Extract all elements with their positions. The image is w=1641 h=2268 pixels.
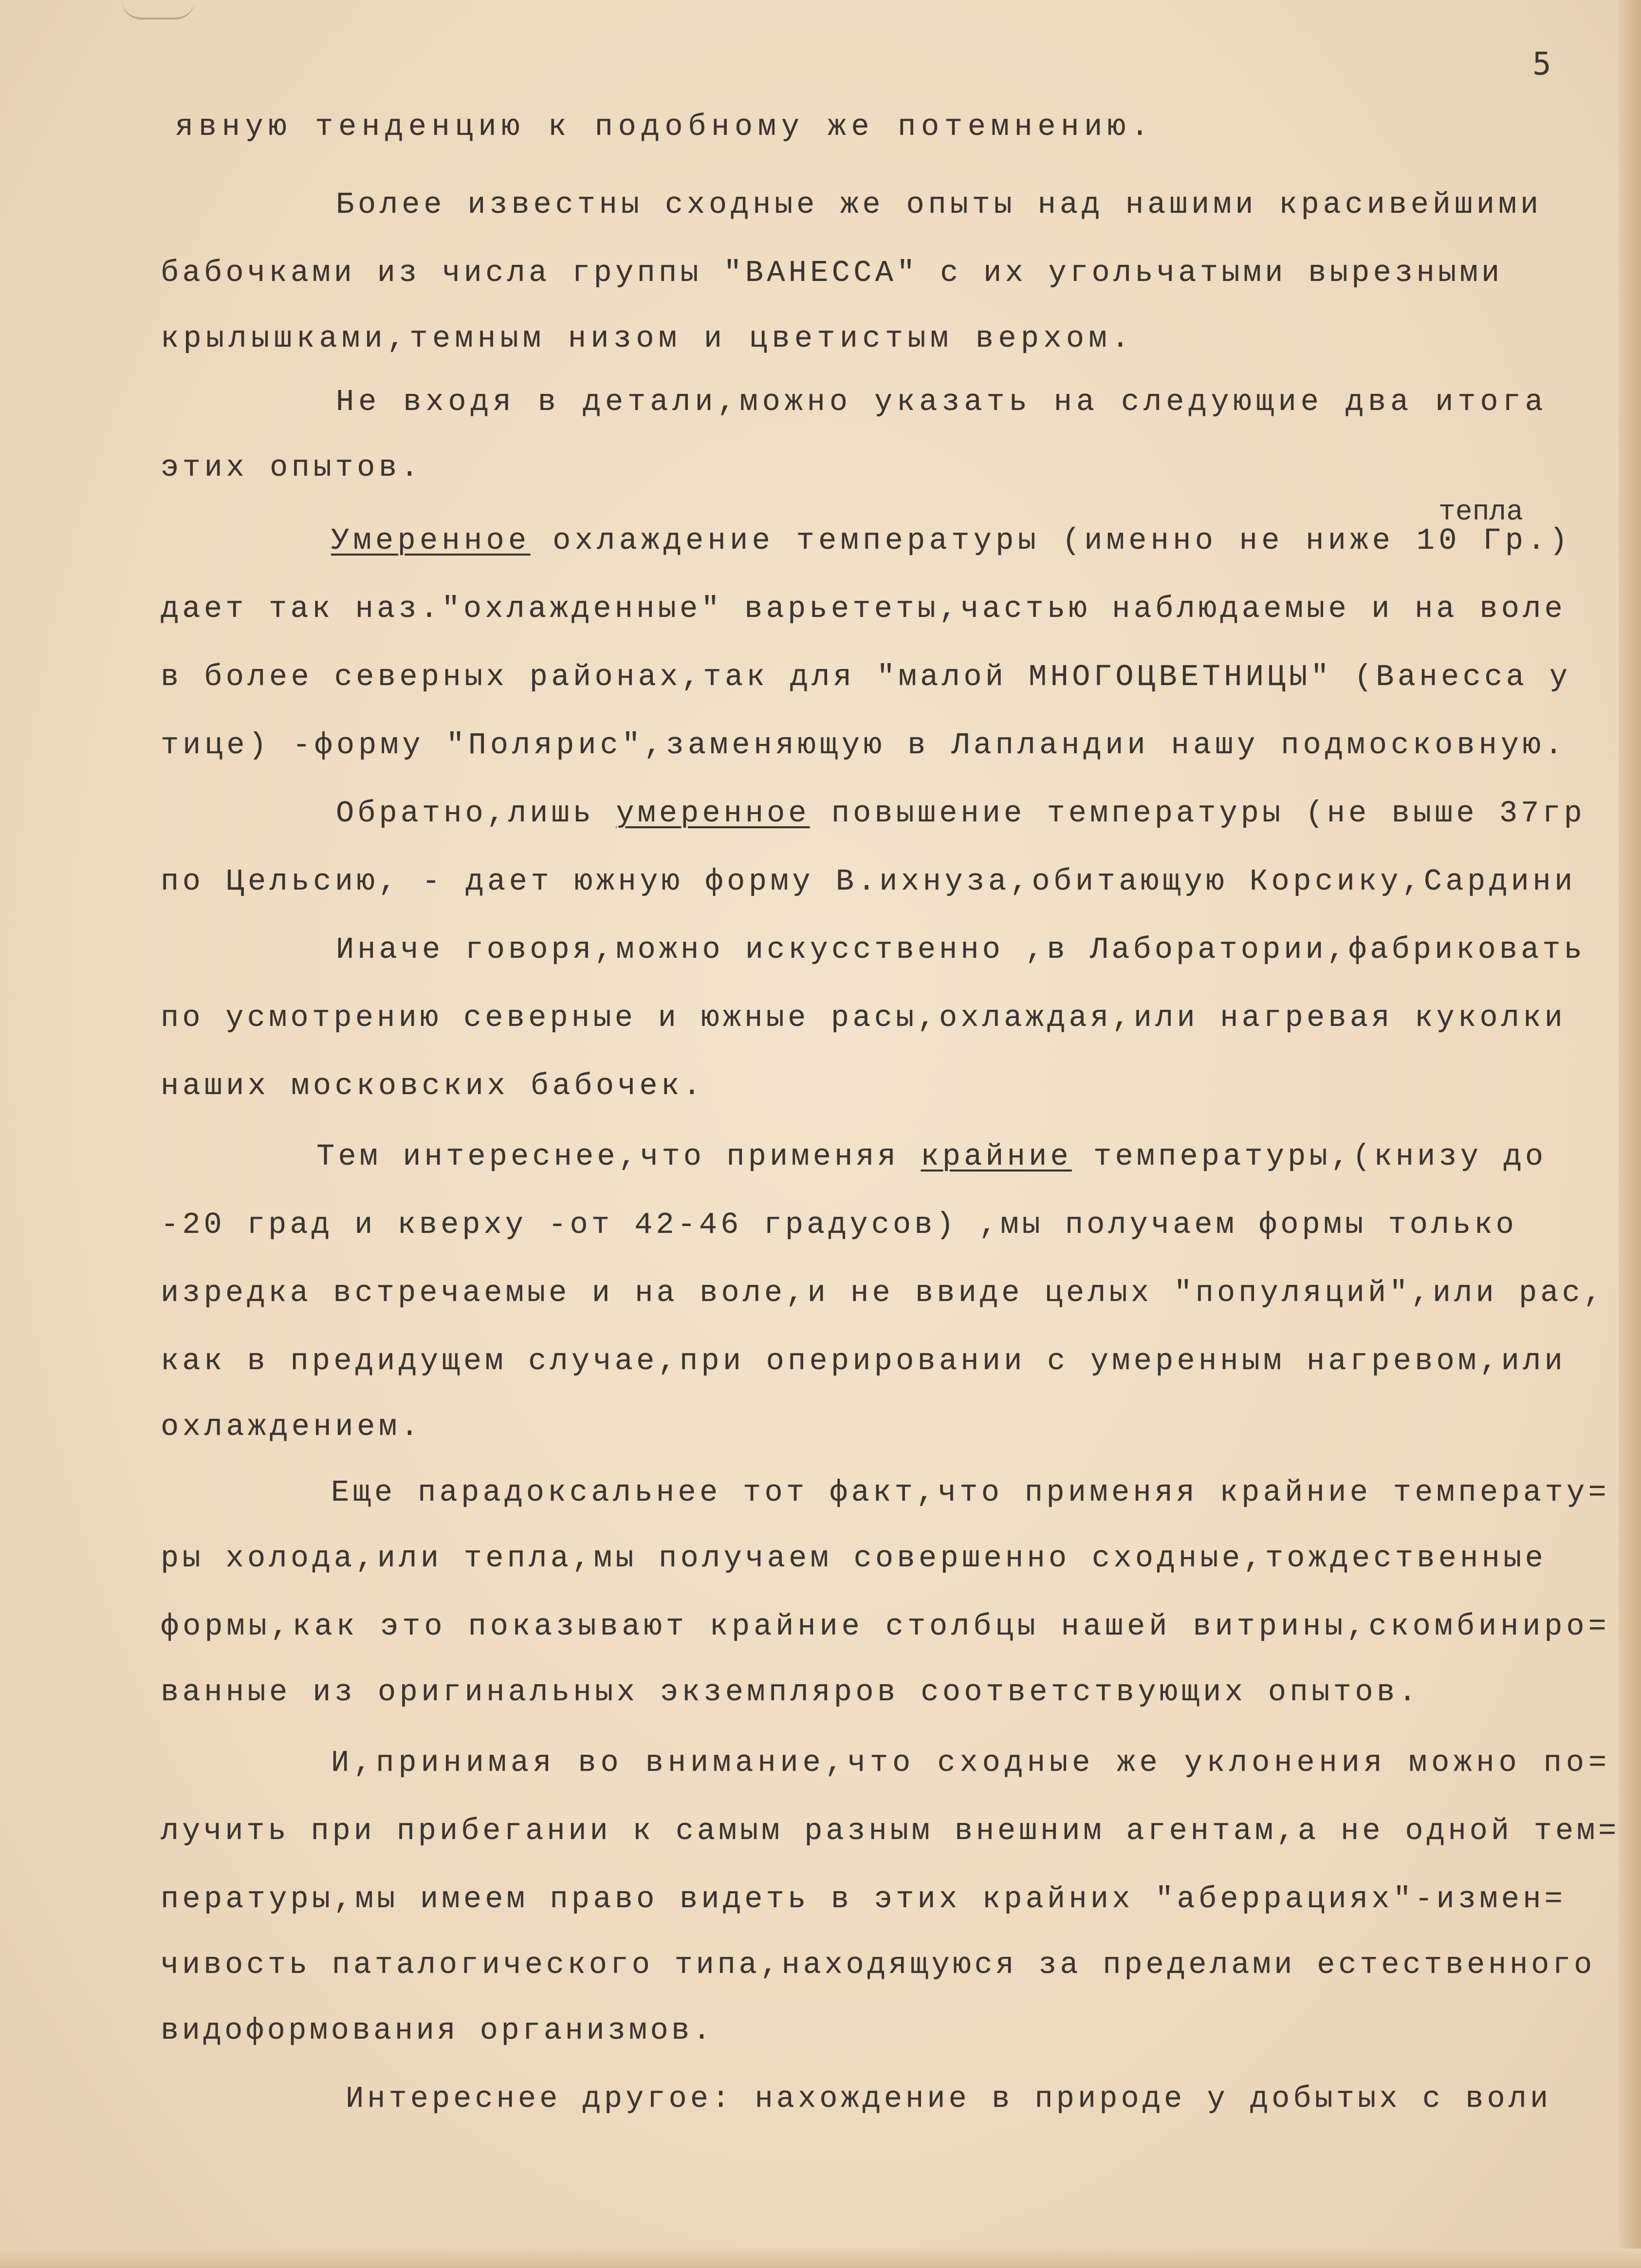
text-line [161, 1276, 1605, 1310]
text-line [331, 523, 1571, 558]
text-segment: Интереснее другое: нахождение в природе у добытых с воли [346, 2082, 1552, 2116]
text-segment: Иначе говоря,можно искусственно ,в Лаборатории,фабриковать [336, 932, 1586, 967]
text-segment: Тем интереснее,что применяя [316, 1139, 921, 1174]
text-segment: охлаждение температуры (именно не ниже 10 Гр.) [530, 523, 1572, 558]
text-segment: явную тенденцию к подобному же потемнению. [175, 110, 1154, 144]
text-segment: этих опытов. [161, 450, 423, 485]
text-line [336, 796, 1586, 831]
underlined-word: Умеренное [331, 523, 531, 558]
text-line [161, 450, 423, 485]
text-line [161, 1609, 1610, 1644]
text-line [346, 2082, 1551, 2116]
text-line [161, 1069, 704, 1103]
text-segment: -20 град и кверху -от 42-46 градусов) ,мы получаем формы только [161, 1208, 1517, 1242]
text-segment: температуры,(книзу до [1071, 1139, 1547, 1174]
text-line [336, 385, 1548, 419]
text-line [336, 187, 1542, 222]
text-line [161, 1882, 1566, 1916]
underlined-word: умеренное [616, 796, 810, 831]
text-segment: в более северных районах,так для "малой МНОГОЦВЕТНИЦЫ" (Ванесса у [161, 660, 1571, 694]
text-line [161, 1948, 1595, 1982]
text-segment: формы,как это показывают крайние столбцы нашей витрины,скомбиниро= [161, 1609, 1610, 1644]
text-line [161, 321, 1134, 356]
text-segment: Обратно,лишь [336, 796, 616, 831]
text-line [161, 1814, 1620, 1848]
paper-edge-right [1619, 0, 1641, 2268]
paper-edge-bottom [0, 2249, 1641, 2268]
text-segment: Еще парадоксальнее тот факт,что применяя крайние температу= [331, 1475, 1610, 1510]
text-segment: по Цельсию, - дает южную форму В.ихнуза,обитающую Корсику,Сардини [161, 864, 1576, 899]
text-line [161, 1344, 1566, 1378]
text-segment: охлаждением. [161, 1410, 423, 1444]
text-segment: чивость паталогического типа,находящуюся за пределами естественного [161, 1948, 1596, 1982]
text-segment: изредка встречаемые и на воле,и не ввиде целых "популяций",или рас, [161, 1276, 1605, 1310]
text-line [331, 1746, 1611, 1780]
text-segment: дает так наз."охлажденные" варьететы,частью наблюдаемые и на воле [161, 592, 1567, 626]
text-line [336, 932, 1586, 967]
text-segment: пературы,мы имеем право видеть в этих крайних "аберрациях"-измен= [161, 1882, 1567, 1916]
page-number: 5 [1532, 46, 1551, 82]
text-segment: тице) -форму "Полярис",заменяющую в Лапландии нашу подмосковную. [161, 728, 1567, 762]
text-segment: ры холода,или тепла,мы получаем совершенно сходные,тождественные [161, 1541, 1547, 1576]
underlined-word: крайние [921, 1139, 1072, 1174]
text-line [161, 2013, 714, 2048]
text-segment: Более известны сходные же опыты над нашими красивейшими [336, 187, 1543, 222]
text-line [161, 256, 1503, 290]
text-segment: крылышками,темным низом и цветистым верхом. [161, 321, 1134, 356]
text-segment: бабочками из числа группы "ВАНЕССА" с их угольчатыми вырезными [161, 256, 1503, 290]
text-segment: по усмотрению северные и южные расы,охлаждая,или нагревая куколки [161, 1001, 1567, 1035]
text-line [161, 1675, 1420, 1710]
text-line [161, 864, 1576, 899]
text-line [161, 1541, 1547, 1576]
text-segment: наших московских бабочек. [161, 1069, 705, 1103]
text-line [161, 1208, 1517, 1242]
text-segment: И,принимая во внимание,что сходные же уклонения можно по= [331, 1746, 1611, 1780]
text-line [161, 728, 1567, 762]
interlinear-insertion: тепла [1438, 497, 1524, 528]
text-segment: повышение температуры (не выше 37гр [810, 796, 1586, 831]
text-line [316, 1139, 1547, 1174]
text-segment: видоформования организмов. [161, 2013, 714, 2048]
text-line [331, 1475, 1610, 1510]
text-segment: как в предидущем случае,при оперировании с умеренным нагревом,или [161, 1344, 1567, 1378]
text-line [161, 660, 1571, 694]
text-line [175, 110, 1154, 144]
text-line [161, 1001, 1566, 1035]
text-segment: ванные из оригинальных экземпляров соответствующих опытов. [161, 1675, 1420, 1710]
text-line [161, 1410, 423, 1444]
text-segment: лучить при прибегании к самым разным внешним агентам,а не одной тем= [161, 1814, 1620, 1848]
stamp-mark [122, 0, 195, 19]
text-line [161, 592, 1566, 626]
text-segment: Не входя в детали,можно указать на следующие два итога [336, 385, 1548, 419]
